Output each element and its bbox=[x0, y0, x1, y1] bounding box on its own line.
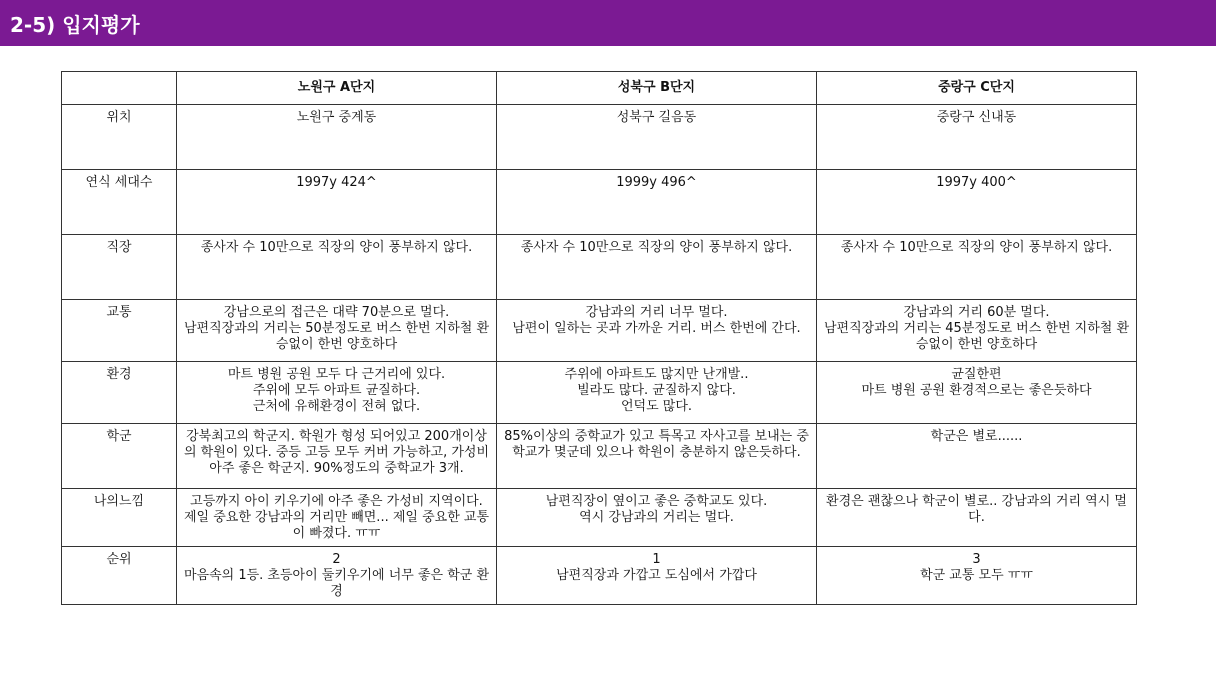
table-cell: 성북구 길음동 bbox=[497, 105, 817, 170]
table-cell: 고등까지 아이 키우기에 아주 좋은 가성비 지역이다. 제일 중요한 강남과의 거리만 빼면... 제일 중요한 교통이 빠졌다. ㅠㅠ bbox=[177, 489, 497, 547]
column-header-complex-a: 노원구 A단지 bbox=[177, 72, 497, 105]
table-row bbox=[62, 235, 1137, 300]
table-cell: 환경은 괜찮으나 학군이 별로.. 강남과의 거리 역시 멀다. bbox=[817, 489, 1137, 547]
table-cell: 마트 병원 공원 모두 다 근거리에 있다. 주위에 모두 아파트 균질하다. 근처에 유해환경이 전혀 없다. bbox=[177, 362, 497, 424]
table-row bbox=[62, 300, 1137, 362]
table-cell: 2 마음속의 1등. 초등아이 둘키우기에 너무 좋은 학군 환경 bbox=[177, 547, 497, 605]
table-cell: 종사자 수 10만으로 직장의 양이 풍부하지 않다. bbox=[817, 235, 1137, 300]
table-row bbox=[62, 547, 1137, 605]
table-row bbox=[62, 362, 1137, 424]
row-label: 환경 bbox=[62, 362, 177, 424]
table-row bbox=[62, 489, 1137, 547]
table-cell: 학군은 별로...... bbox=[817, 424, 1137, 489]
table-cell: 노원구 중계동 bbox=[177, 105, 497, 170]
table-cell: 종사자 수 10만으로 직장의 양이 풍부하지 않다. bbox=[177, 235, 497, 300]
row-label: 나의느낌 bbox=[62, 489, 177, 547]
table-cell: 3 학군 교통 모두 ㅠㅠ bbox=[817, 547, 1137, 605]
table-cell: 강남과의 거리 60분 멀다. 남편직장과의 거리는 45분정도로 버스 한번 지하철 환승없이 한번 양호하다 bbox=[817, 300, 1137, 362]
row-label: 교통 bbox=[62, 300, 177, 362]
page-title: 2-5) 입지평가 bbox=[10, 13, 140, 37]
table-cell: 1 남편직장과 가깝고 도심에서 가깝다 bbox=[497, 547, 817, 605]
table-cell: 강남으로의 접근은 대략 70분으로 멀다. 남편직장과의 거리는 50분정도로 버스 한번 지하철 환승없이 한번 양호하다 bbox=[177, 300, 497, 362]
comparison-table bbox=[61, 71, 1137, 605]
table-cell: 균질한편 마트 병원 공원 환경적으로는 좋은듯하다 bbox=[817, 362, 1137, 424]
row-label: 연식 세대수 bbox=[62, 170, 177, 235]
table-cell: 강북최고의 학군지. 학원가 형성 되어있고 200개이상의 학원이 있다. 중등 고등 모두 커버 가능하고, 가성비 아주 좋은 학군지. 90%정도의 중학교가 3개. bbox=[177, 424, 497, 489]
table-cell: 1997y 400^ bbox=[817, 170, 1137, 235]
column-header-complex-c: 중랑구 C단지 bbox=[817, 72, 1137, 105]
table-cell: 강남과의 거리 너무 멀다. 남편이 일하는 곳과 가까운 거리. 버스 한번에 간다. bbox=[497, 300, 817, 362]
table-row bbox=[62, 424, 1137, 489]
table-cell: 1997y 424^ bbox=[177, 170, 497, 235]
table-cell: 주위에 아파트도 많지만 난개발.. 빌라도 많다. 균질하지 않다. 언덕도 많다. bbox=[497, 362, 817, 424]
table-row bbox=[62, 105, 1137, 170]
table-cell: 종사자 수 10만으로 직장의 양이 풍부하지 않다. bbox=[497, 235, 817, 300]
table-row bbox=[62, 170, 1137, 235]
table-cell: 남편직장이 옆이고 좋은 중학교도 있다. 역시 강남과의 거리는 멀다. bbox=[497, 489, 817, 547]
header-bar bbox=[0, 0, 1216, 46]
row-label: 직장 bbox=[62, 235, 177, 300]
row-label: 위치 bbox=[62, 105, 177, 170]
column-header-empty bbox=[62, 72, 177, 105]
table-header-row bbox=[62, 72, 1137, 105]
table-cell: 1999y 496^ bbox=[497, 170, 817, 235]
column-header-complex-b: 성북구 B단지 bbox=[497, 72, 817, 105]
row-label: 순위 bbox=[62, 547, 177, 605]
table-cell: 85%이상의 중학교가 있고 특목고 자사고를 보내는 중학교가 몇군데 있으나 학원이 충분하지 않은듯하다. bbox=[497, 424, 817, 489]
table-cell: 중랑구 신내동 bbox=[817, 105, 1137, 170]
row-label: 학군 bbox=[62, 424, 177, 489]
